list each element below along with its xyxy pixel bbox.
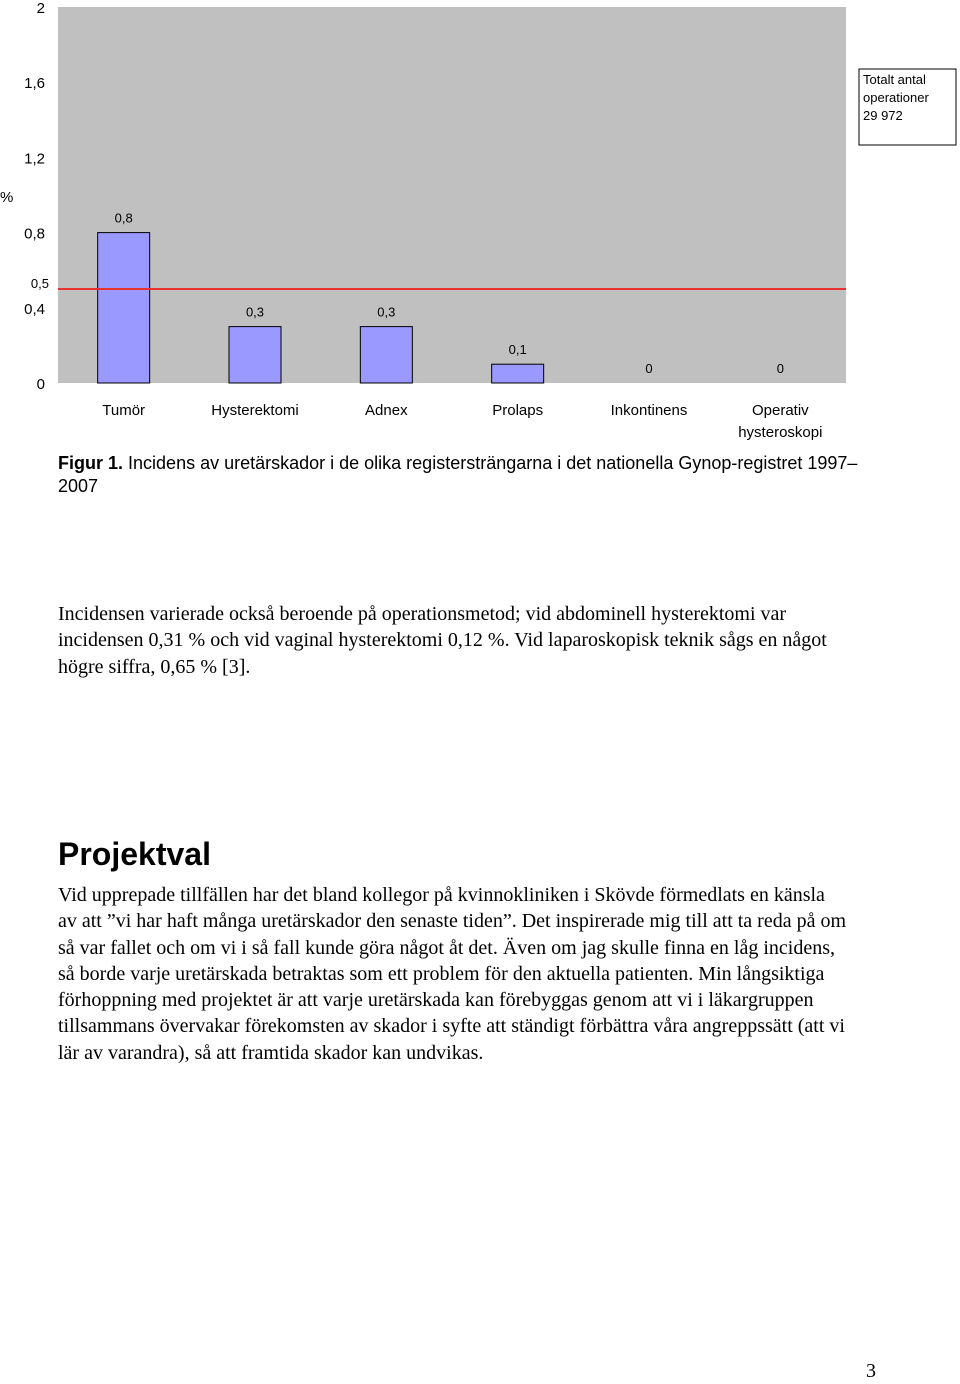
bar [98, 233, 150, 383]
plot-area [58, 7, 846, 383]
section-heading: Projektval [58, 836, 211, 872]
x-axis-labels [102, 402, 822, 441]
data-label: 0,1 [508, 342, 527, 358]
x-tick-label: Tumör [102, 402, 146, 419]
figure-caption [58, 452, 858, 498]
page-number: 3 [866, 1360, 876, 1382]
y-tick-label: 0 [36, 376, 45, 393]
y-tick-label: 0,4 [24, 300, 45, 318]
data-label: 0,8 [114, 210, 133, 226]
legend-box [859, 69, 956, 145]
y-axis [24, 0, 45, 393]
reference-line-label: 0,5 [30, 276, 49, 291]
x-tick-label: hysteroskopi [738, 424, 823, 441]
y-tick-label: 1,6 [24, 75, 45, 93]
data-label: 0,3 [245, 304, 265, 320]
x-tick-label: Prolaps [492, 402, 544, 419]
bar [492, 364, 544, 383]
caption-text: Incidens av uretärskador i de olika registersträngarna i det nationella Gynop-registret 1997–2007 [58, 453, 858, 496]
bar [360, 327, 412, 383]
data-label: 0 [776, 361, 784, 376]
data-label: 0,3 [377, 304, 396, 320]
y-tick-label: 2 [36, 0, 45, 17]
legend-line-1: Totalt antal [863, 72, 926, 87]
y-tick-label: 0,8 [24, 225, 45, 243]
bar-chart [0, 0, 960, 445]
legend-line-3: 29 972 [863, 108, 903, 123]
bar [229, 327, 281, 383]
legend-line-2: operationer [863, 90, 929, 105]
x-tick-label: Operativ [751, 402, 809, 419]
y-tick-label: 1,2 [24, 150, 45, 168]
x-tick-label: Hysterektomi [211, 402, 299, 419]
data-label: 0 [645, 361, 653, 376]
paragraph-projektval: Vid upprepade tillfällen har det bland kollegor på kvinnokliniken i Skövde förmedlats en känsla av att ”vi har haft många uretärskador den senaste tiden”. Det inspirerade mig till att ta reda på om så var fallet och om vi i så fall kunde göra något åt det. Även om jag skulle finna en låg incidens, så borde varje uretärskada betraktas som ett problem för den aktuella patienten. Min långsiktiga förhoppning med projektet är att varje uretärskada kan förebyggas genom att vi i läkargruppen tillsammans övervakar förekomsten av skador i syfte att ständigt förbättra våra angreppssätt (att vi lär av varandra), så att framtida skador kan undvikas. [58, 884, 847, 1064]
paragraph-incidence: Incidensen varierade också beroende på operationsmetod; vid abdominell hysterektomi var incidensen 0,31 % och vid vaginal hysterektomi 0,12 %. Vid laparoskopisk teknik sågs en något högre siffra, 0,65 % [3]. [58, 603, 827, 678]
x-tick-label: Inkontinens [610, 402, 688, 419]
y-axis-label: % [0, 189, 14, 206]
x-tick-label: Adnex [365, 402, 408, 419]
caption-label: Figur 1. [58, 453, 124, 473]
